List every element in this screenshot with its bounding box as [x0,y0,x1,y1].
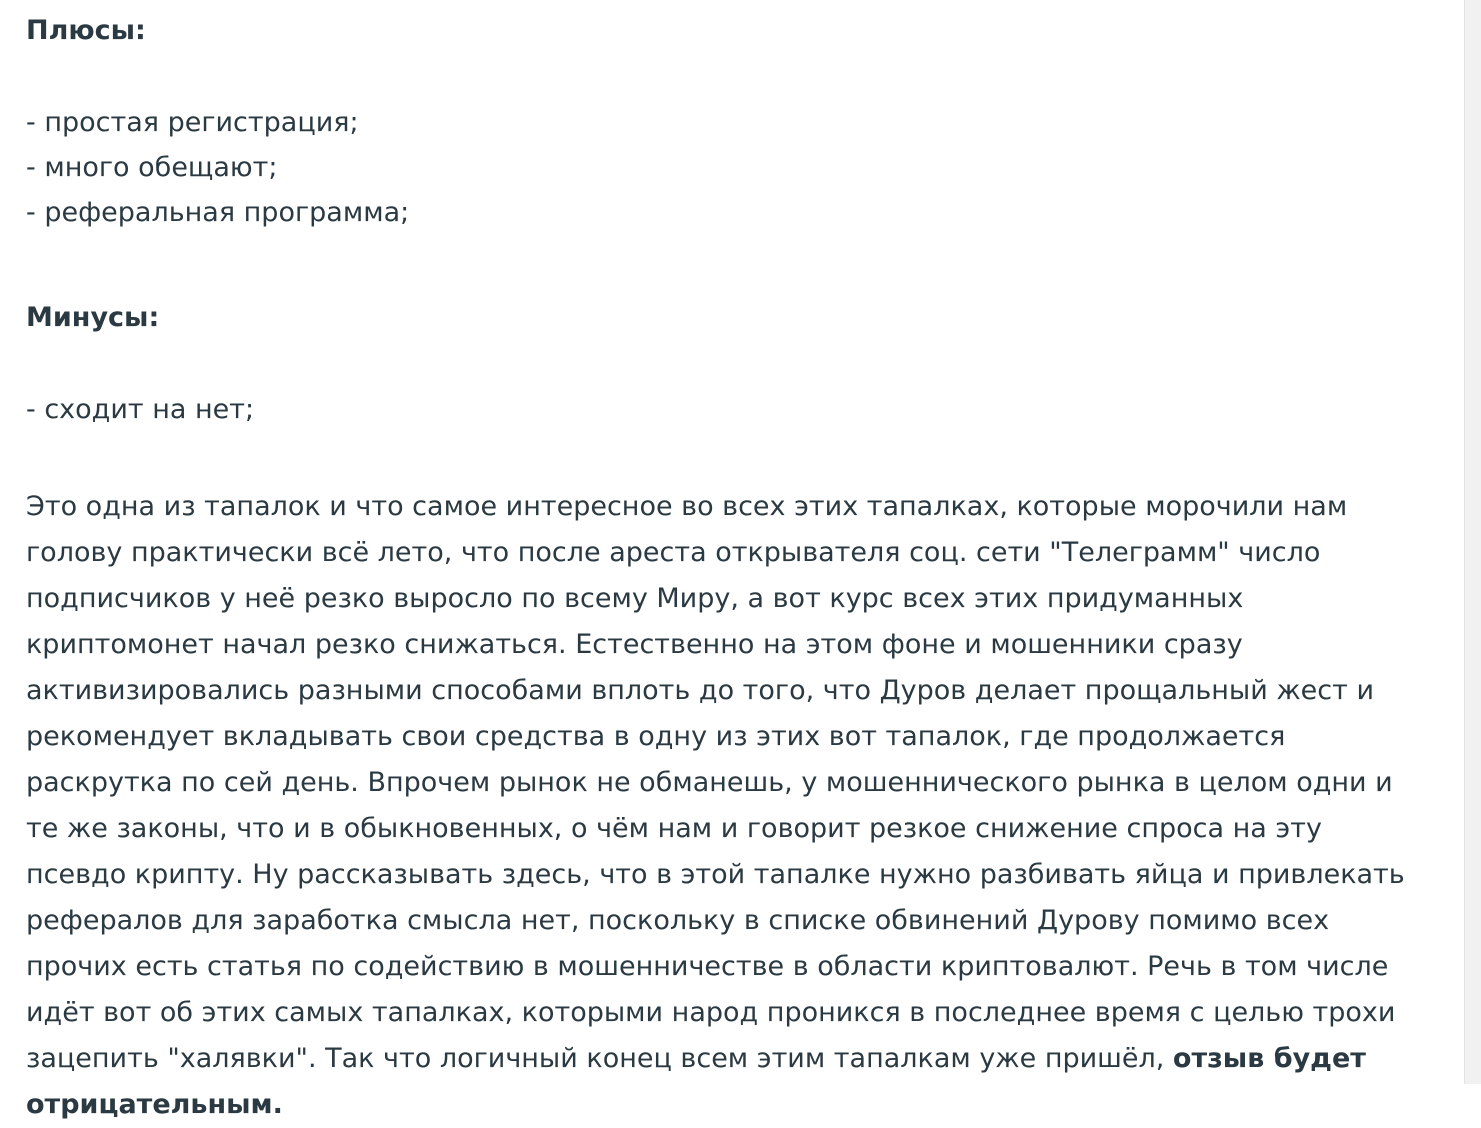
review-body-paragraph [26,484,1421,1128]
spacer [26,48,1421,100]
cons-item-1: - сходит на нет; [26,393,255,425]
vertical-scrollbar[interactable] [1464,0,1481,1084]
review-body-text: Это одна из тапалок и что самое интересное во всех этих тапалках, которые морочили нам голову практически всё лето, что после ареста открывателя соц. сети "Телеграмм" число подписчиков у неё резко выросло по всему Миру, а вот курс всех этих придуманных криптомонет начал резко снижаться. Естественно на этом фоне и мошенники сразу активизировались разными способами вплоть до того, что Дуров делает прощальный жест и рекомендует вкладывать свои средства в одну из этих вот тапалок, где продолжается раскрутка по сей день. Впрочем рынок не обманешь, у мошеннического рынка в целом одни и те же законы, что и в обыкновенных, о чём нам и говорит резкое снижение спроса на эту псевдо крипту. Ну рассказывать здесь, что в этой тапалке нужно разбивать яйца и привлекать рефералов для заработка смысла нет, поскольку в списке обвинений Дурову помимо всех прочих есть статья по содействию в мошенничестве в области криптовалют. Речь в том числе идёт вот об этих самых тапалках, которыми народ проникся в последнее время с целью трохи зацепить "халявки". Так что логичный конец всем этим тапалкам уже пришёл, [26,490,1405,1074]
spacer [26,335,1421,387]
pros-item-1: - простая регистрация; [26,106,359,138]
review-verdict-text: отзыв будет отрицательным. [26,1042,1366,1120]
pros-item-2: - много обещают; [26,151,278,183]
spacer [26,432,1421,484]
pros-item-3: - реферальная программа; [26,196,410,228]
spacer [26,235,1421,287]
cons-heading: Минусы: [26,301,160,333]
pros-heading: Плюсы: [26,15,146,46]
